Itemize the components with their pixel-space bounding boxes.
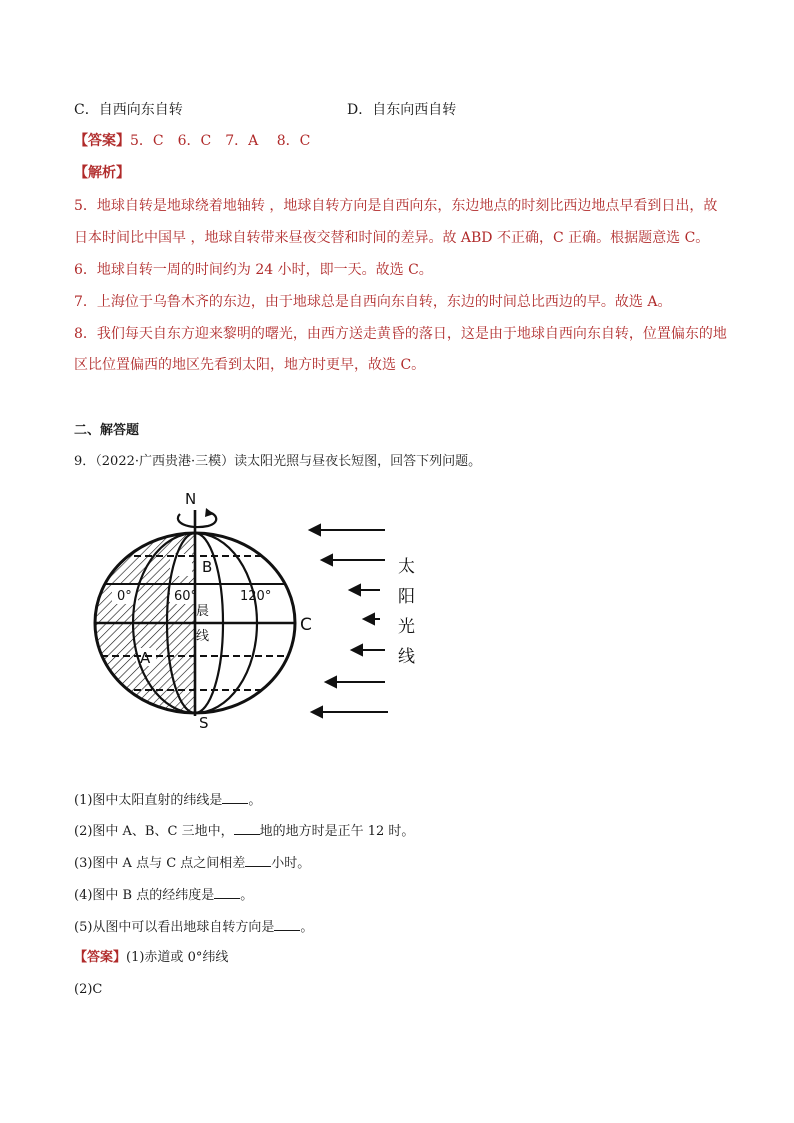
sub-question-3-text: (3)图中 A 点与 C 点之间相差 [74, 856, 246, 871]
blank-3[interactable] [245, 852, 271, 867]
analysis-line-5b: 日本时间比中国早 ，地球自转带来昼夜交替和时间的差异。故 ABD 不正确，C 正确。根据题意选 C。 [74, 230, 710, 246]
blank-4[interactable] [214, 884, 240, 899]
sub-question-3-end: 小时。 [271, 856, 311, 871]
label-dawn-line-1: 晨 [196, 604, 210, 619]
sub-question-3 [74, 852, 310, 874]
analysis-line-8a: 8．我们每天自东方迎来黎明的曙光，由西方送走黄昏的落日，这是由于地球自西向东自转，位置偏东的地 [74, 326, 727, 342]
rotation-arrow-icon [178, 508, 216, 527]
label-north: N [185, 490, 197, 508]
answer-tag-2: 【答案】 [74, 950, 127, 965]
answer-row-1 [74, 131, 310, 151]
answer-tag: 【答案】 [74, 133, 130, 149]
sub-question-2-end: 地的地方时是正午 12 时。 [259, 824, 415, 839]
label-sunlight-2: 阳 [398, 587, 415, 607]
blank-1[interactable] [222, 789, 248, 804]
question-9-stem: 9．（2022·广西贵港·三模）读太阳光照与昼夜长短图，回答下列问题。 [74, 454, 482, 469]
option-d [347, 100, 456, 120]
option-c [74, 100, 183, 120]
sunlight-arrows [310, 525, 388, 717]
option-c-text: C．自西向东自转 [74, 102, 183, 118]
analysis-line-8b: 区比位置偏西的地区先看到太阳，地方时更早，故选 C。 [74, 357, 426, 373]
label-dawn-line-2: 线 [196, 629, 210, 644]
blank-2[interactable] [234, 820, 260, 835]
blank-5[interactable] [274, 916, 300, 931]
label-lon-60: 60° [174, 589, 198, 604]
analysis-tag: 【解析】 [74, 165, 130, 181]
sub-question-5-end: 。 [300, 920, 314, 935]
label-sunlight-4: 线 [398, 647, 415, 667]
sub-question-5-text: (5)从图中可以看出地球自转方向是 [74, 920, 275, 935]
label-lon-0: 0° [117, 589, 132, 604]
label-lon-120: 120° [240, 589, 272, 604]
sub-question-2-text: (2)图中 A、B、C 三地中， [74, 824, 234, 839]
answer-row-2 [74, 948, 228, 968]
section-heading: 二、解答题 [74, 423, 140, 438]
analysis-line-6: 6．地球自转一周的时间约为 24 小时，即一天。故选 C。 [74, 262, 433, 278]
earth-illumination-diagram [80, 488, 440, 738]
label-south: S [199, 714, 209, 732]
sub-question-4-end: 。 [240, 888, 254, 903]
answer-2-text: (2)C [74, 982, 103, 997]
analysis-line-7: 7．上海位于乌鲁木齐的东边，由于地球总是自西向东自转，东边的时间总比西边的早。故选 A。 [74, 294, 672, 310]
sub-question-1 [74, 789, 261, 811]
label-point-c: C [300, 615, 312, 635]
label-point-a: A [140, 649, 151, 667]
sub-question-1-end: 。 [248, 793, 262, 808]
analysis-tag-row [74, 163, 130, 183]
sub-question-4 [74, 884, 253, 906]
sub-question-4-text: (4)图中 B 点的经纬度是 [74, 888, 215, 903]
label-sunlight-1: 太 [398, 557, 415, 577]
sub-question-2 [74, 820, 414, 842]
sub-question-5 [74, 916, 313, 938]
label-point-b: B [202, 558, 213, 576]
option-d-text: D．自东向西自转 [347, 102, 457, 118]
label-sunlight-3: 光 [398, 617, 415, 637]
sub-question-1-text: (1)图中太阳直射的纬线是 [74, 793, 223, 808]
analysis-line-5a: 5．地球自转是地球绕着地轴转 ，地球自转方向是自西向东，东边地点的时刻比西边地点早看到日出，故 [74, 198, 718, 214]
answer-1-text: (1)赤道或 0°纬线 [126, 950, 229, 965]
answer-text: 5．C 6．C 7．A 8．C [130, 133, 311, 149]
